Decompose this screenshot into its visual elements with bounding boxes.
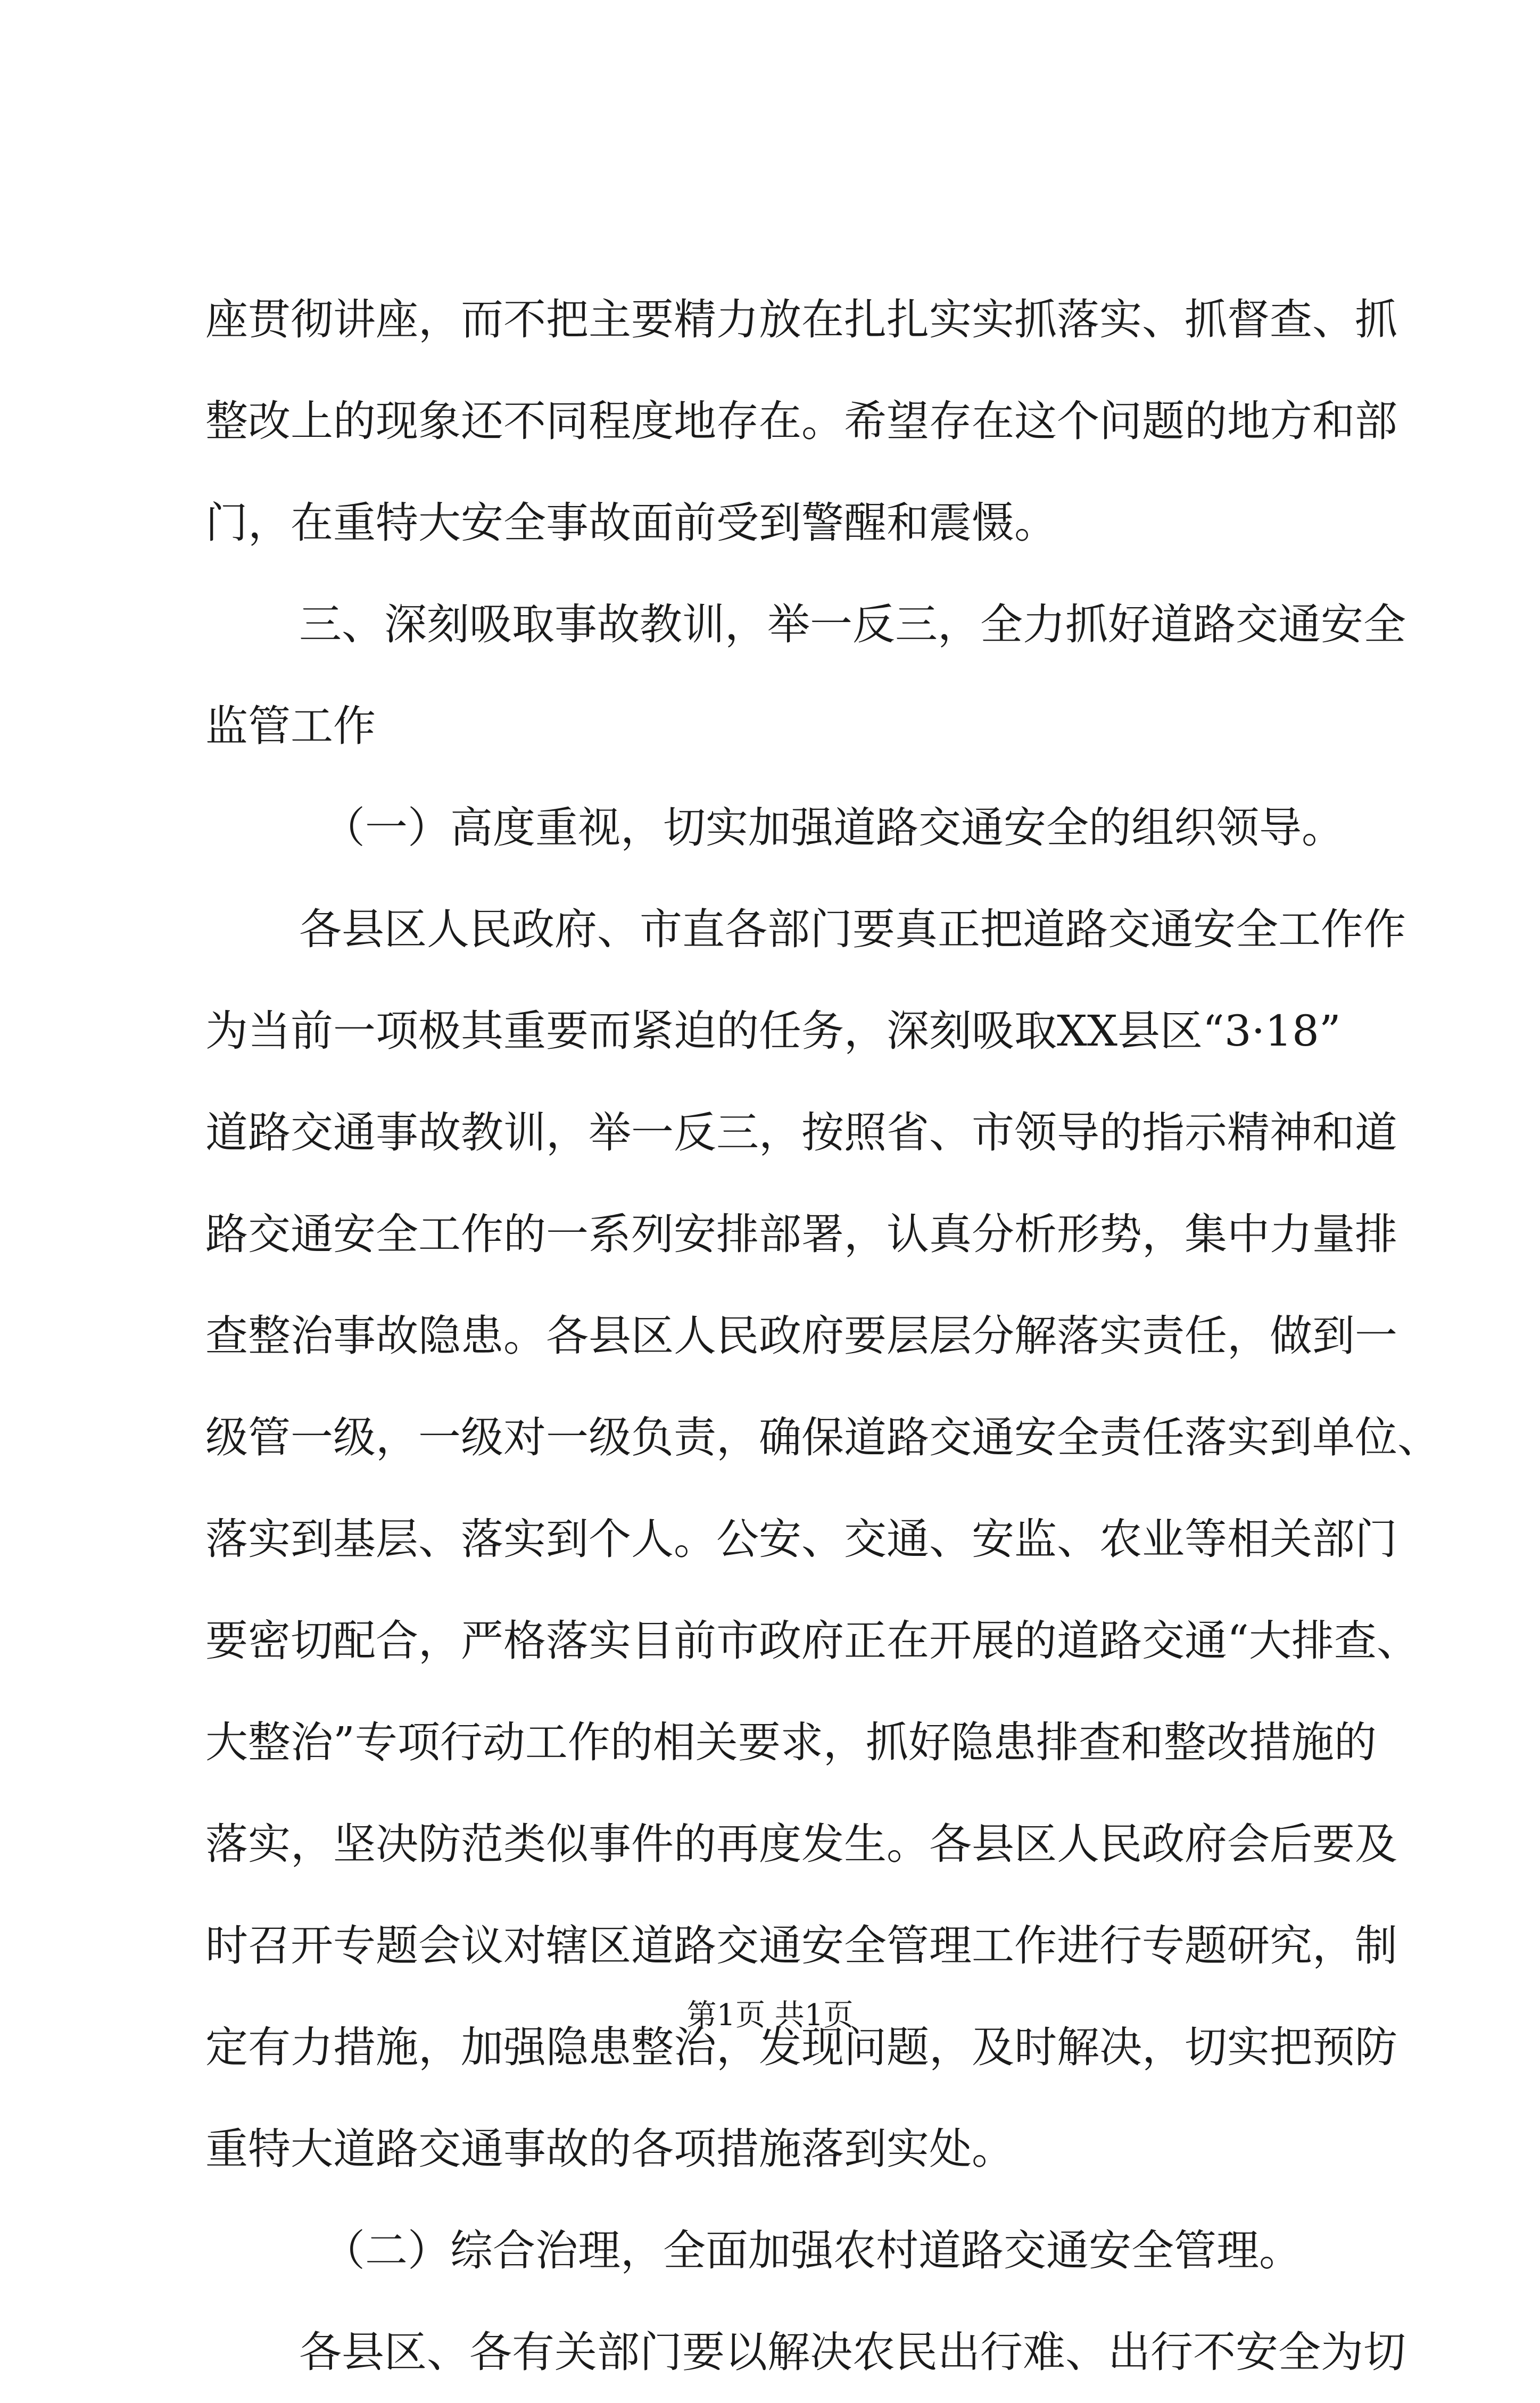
paragraph-line: 整改上的现象还不同程度地存在。希望存在这个问题的地方和部 [205,396,1397,446]
section-heading-line: 监管工作 [205,701,376,751]
paragraph-line: 查整治事故隐患。各县区人民政府要层层分解落实责任，做到一 [205,1311,1397,1361]
paragraph-line: 门，在重特大安全事故面前受到警醒和震慑。 [205,498,1057,548]
subsection-heading: （一）高度重视，切实加强道路交通安全的组织领导。 [322,803,1344,852]
section-heading-line: 三、深刻吸取事故教训，举一反三，全力抓好道路交通安全 [299,600,1406,649]
paragraph-line: 定有力措施，加强隐患整治，发现问题，及时解决，切实把预防 [205,2023,1397,2072]
paragraph-line: 落实到基层、落实到个人。公安、交通、安监、农业等相关部门 [205,1514,1397,1564]
document-body [205,269,1440,2403]
paragraph-line: 各县区人民政府、市直各部门要真正把道路交通安全工作作 [299,905,1406,954]
paragraph-line: 要密切配合，严格落实目前市政府正在开展的道路交通“大排查、 [205,1616,1419,1665]
paragraph-line: 大整治”专项行动工作的相关要求，抓好隐患排查和整改措施的 [205,1718,1377,1767]
paragraph-line: 落实，坚决防范类似事件的再度发生。各县区人民政府会后要及 [205,1819,1397,1869]
paragraph-line: 座贯彻讲座，而不把主要精力放在扎扎实实抓落实、抓督查、抓 [205,295,1397,344]
paragraph-line: 为当前一项极其重要而紧迫的任务，深刻吸取XX县区“3·18” [205,1006,1341,1056]
page-footer: 第1页 共1页 [686,1998,854,2033]
paragraph-line: 级管一级，一级对一级负责，确保道路交通安全责任落实到单位、 [205,1413,1440,1462]
paragraph-line: 重特大道路交通事故的各项措施落到实处。 [205,2124,1014,2174]
subsection-heading: （二）综合治理，全面加强农村道路交通安全管理。 [322,2226,1302,2275]
paragraph-line: 各县区、各有关部门要以解决农民出行难、出行不安全为切 [299,2327,1406,2377]
paragraph-line: 路交通安全工作的一系列安排部署，认真分析形势，集中力量排 [205,1209,1397,1259]
paragraph-line: 时召开专题会议对辖区道路交通安全管理工作进行专题研究，制 [205,1921,1397,1970]
paragraph-line: 道路交通事故教训，举一反三，按照省、市领导的指示精神和道 [205,1108,1397,1157]
